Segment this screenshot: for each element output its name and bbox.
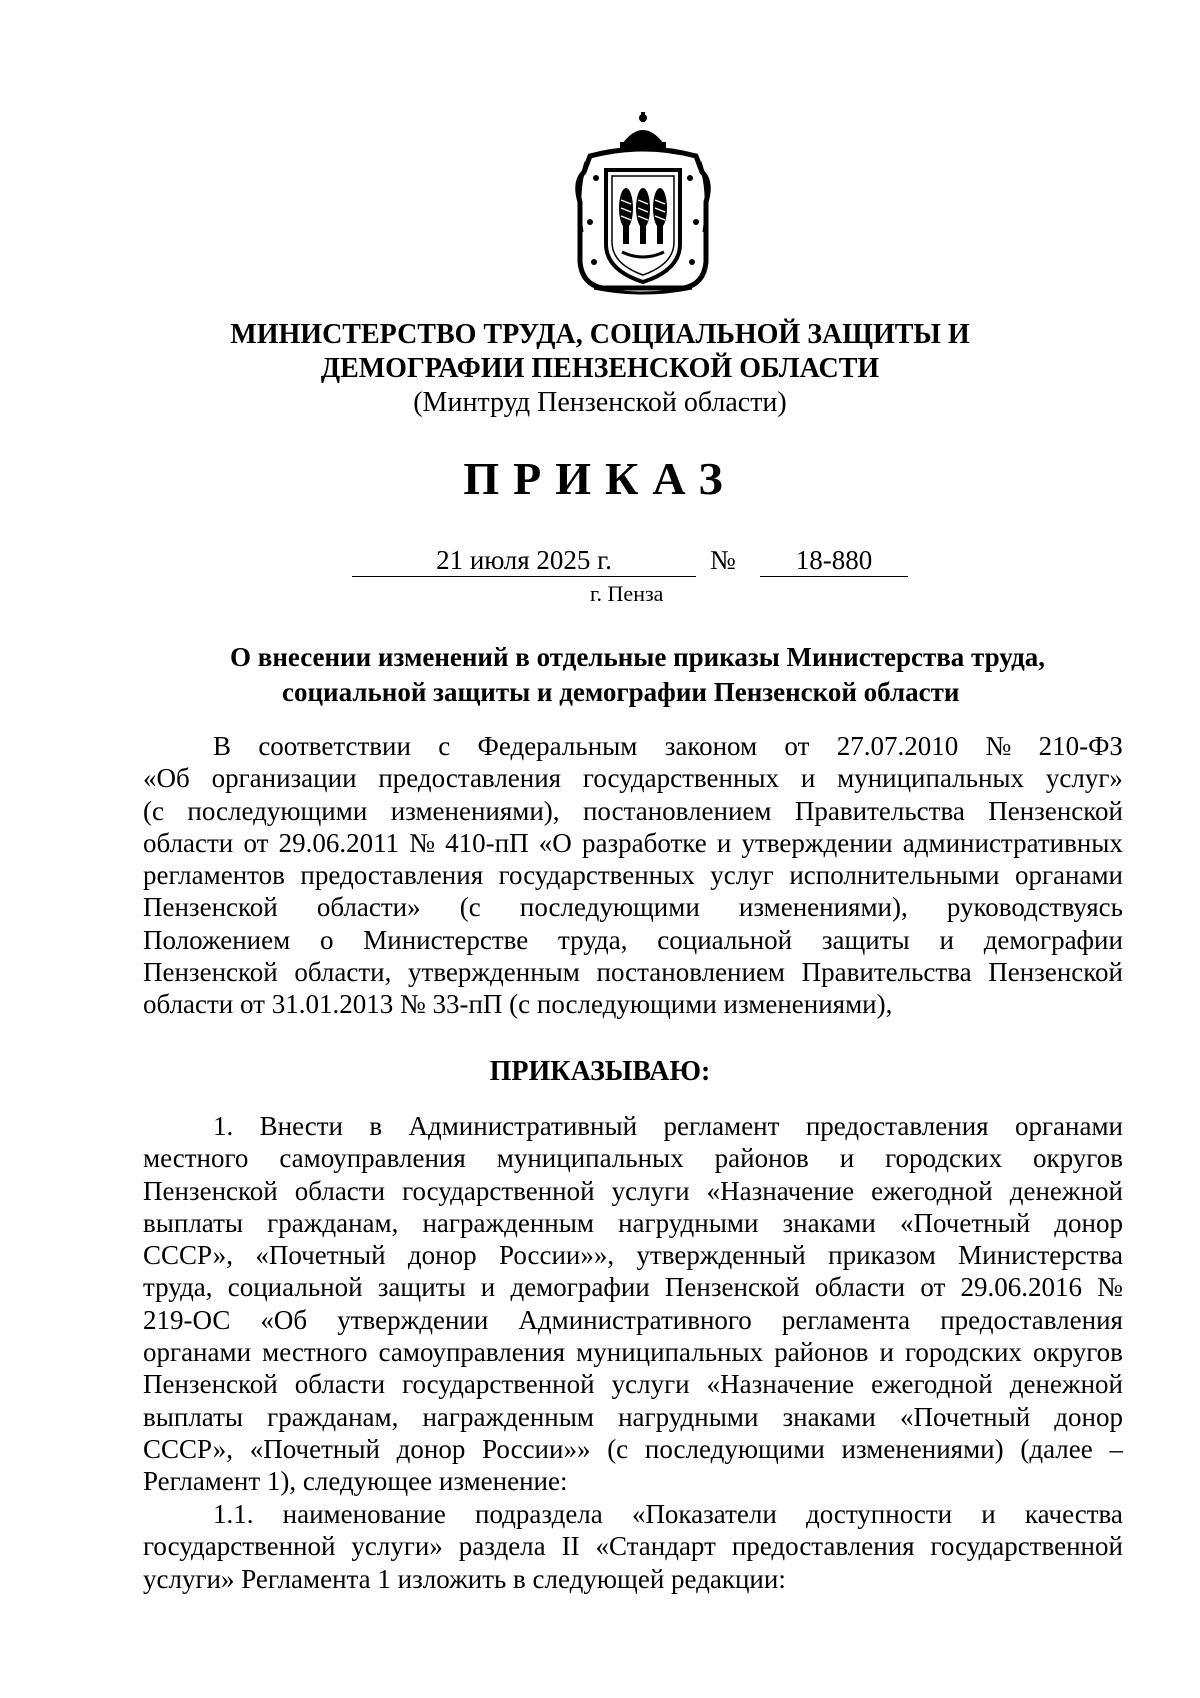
- text-line: Пензенской области государственной услуги «Назначение ежегодной денежной: [143, 1369, 1123, 1400]
- order-subject: [230, 640, 1110, 710]
- text-line: местного самоуправления муниципальных районов и городских округов: [143, 1143, 1123, 1174]
- item-1-1-paragraph: [143, 1498, 1123, 1595]
- ministry-short-name: (Минтруд Пензенской области): [413, 387, 787, 418]
- ministry-name-line-1: МИНИСТЕРСТВО ТРУДА, СОЦИАЛЬНОЙ ЗАЩИТЫ И: [230, 319, 970, 350]
- coat-of-arms-emblem: [572, 112, 714, 298]
- text-line: 1. Внести в Административный регламент предоставления органами: [213, 1111, 1123, 1141]
- text-line: Пензенской области, утвержденным постановлением Правительства Пензенской: [143, 957, 1123, 988]
- order-number: 18-880: [760, 544, 908, 577]
- text-line: услуги» Регламента 1 изложить в следующей редакции:: [143, 1563, 786, 1594]
- text-line: СССР», «Почетный донор России»», утвержденный приказом Министерства: [143, 1240, 1123, 1271]
- text-line: выплаты гражданам, награжденным нагрудными знаками «Почетный донор: [143, 1401, 1123, 1432]
- text-line: труда, социальной защиты и демографии Пензенской области от 29.06.2016 №: [143, 1272, 1123, 1303]
- text-line: (с последующими изменениями), постановлением Правительства Пензенской: [143, 795, 1123, 826]
- order-subject-line-1: О внесении изменений в отдельные приказы Министерства труда,: [230, 642, 1045, 672]
- city-label: г. Пенза: [590, 581, 664, 606]
- text-line: выплаты гражданам, награжденным нагрудными знаками «Почетный донор: [143, 1207, 1123, 1238]
- text-line: СССР», «Почетный донор России»» (с последующими изменениями) (далее –: [143, 1433, 1123, 1464]
- text-line: области от 31.01.2013 № 33-пП (с последующими изменениями),: [143, 989, 893, 1020]
- text-line: 219-ОС «Об утверждении Административного регламента предоставления: [143, 1304, 1123, 1335]
- text-line: органами местного самоуправления муниципальных районов и городских округов: [143, 1337, 1123, 1368]
- number-sign: №: [710, 545, 736, 575]
- order-date: 21 июля 2025 г.: [352, 544, 696, 577]
- document-type-title: ПРИКАЗ: [463, 453, 737, 504]
- text-line: государственной услуги» раздела II «Стандарт предоставления государственной: [143, 1531, 1123, 1562]
- order-directive-heading: ПРИКАЗЫВАЮ:: [489, 1056, 711, 1087]
- text-line: В соответствии с Федеральным законом от 27.07.2010 № 210-ФЗ: [213, 731, 1123, 761]
- text-line: Пензенской области» (с последующими изменениями), руководствуясь: [143, 892, 1123, 923]
- text-line: регламентов предоставления государственных услуг исполнительными органами: [143, 860, 1123, 891]
- text-line: Регламент 1), следующее изменение:: [143, 1466, 568, 1497]
- item-1-paragraph: [143, 1110, 1123, 1498]
- text-line: Пензенской области государственной услуги «Назначение ежегодной денежной: [143, 1175, 1123, 1206]
- preamble-paragraph: [143, 730, 1123, 1021]
- ministry-name-line-2: ДЕМОГРАФИИ ПЕНЗЕНСКОЙ ОБЛАСТИ: [320, 353, 880, 384]
- text-line: Положением о Министерстве труда, социальной защиты и демографии: [143, 924, 1123, 955]
- order-subject-line-2: социальной защиты и демографии Пензенской области: [282, 677, 960, 707]
- text-line: «Об организации предоставления государственных и муниципальных услуг»: [143, 763, 1123, 794]
- text-line: области от 29.06.2011 № 410-пП «О разработке и утверждении административных: [143, 827, 1123, 858]
- text-line: 1.1. наименование подраздела «Показатели доступности и качества: [213, 1499, 1123, 1529]
